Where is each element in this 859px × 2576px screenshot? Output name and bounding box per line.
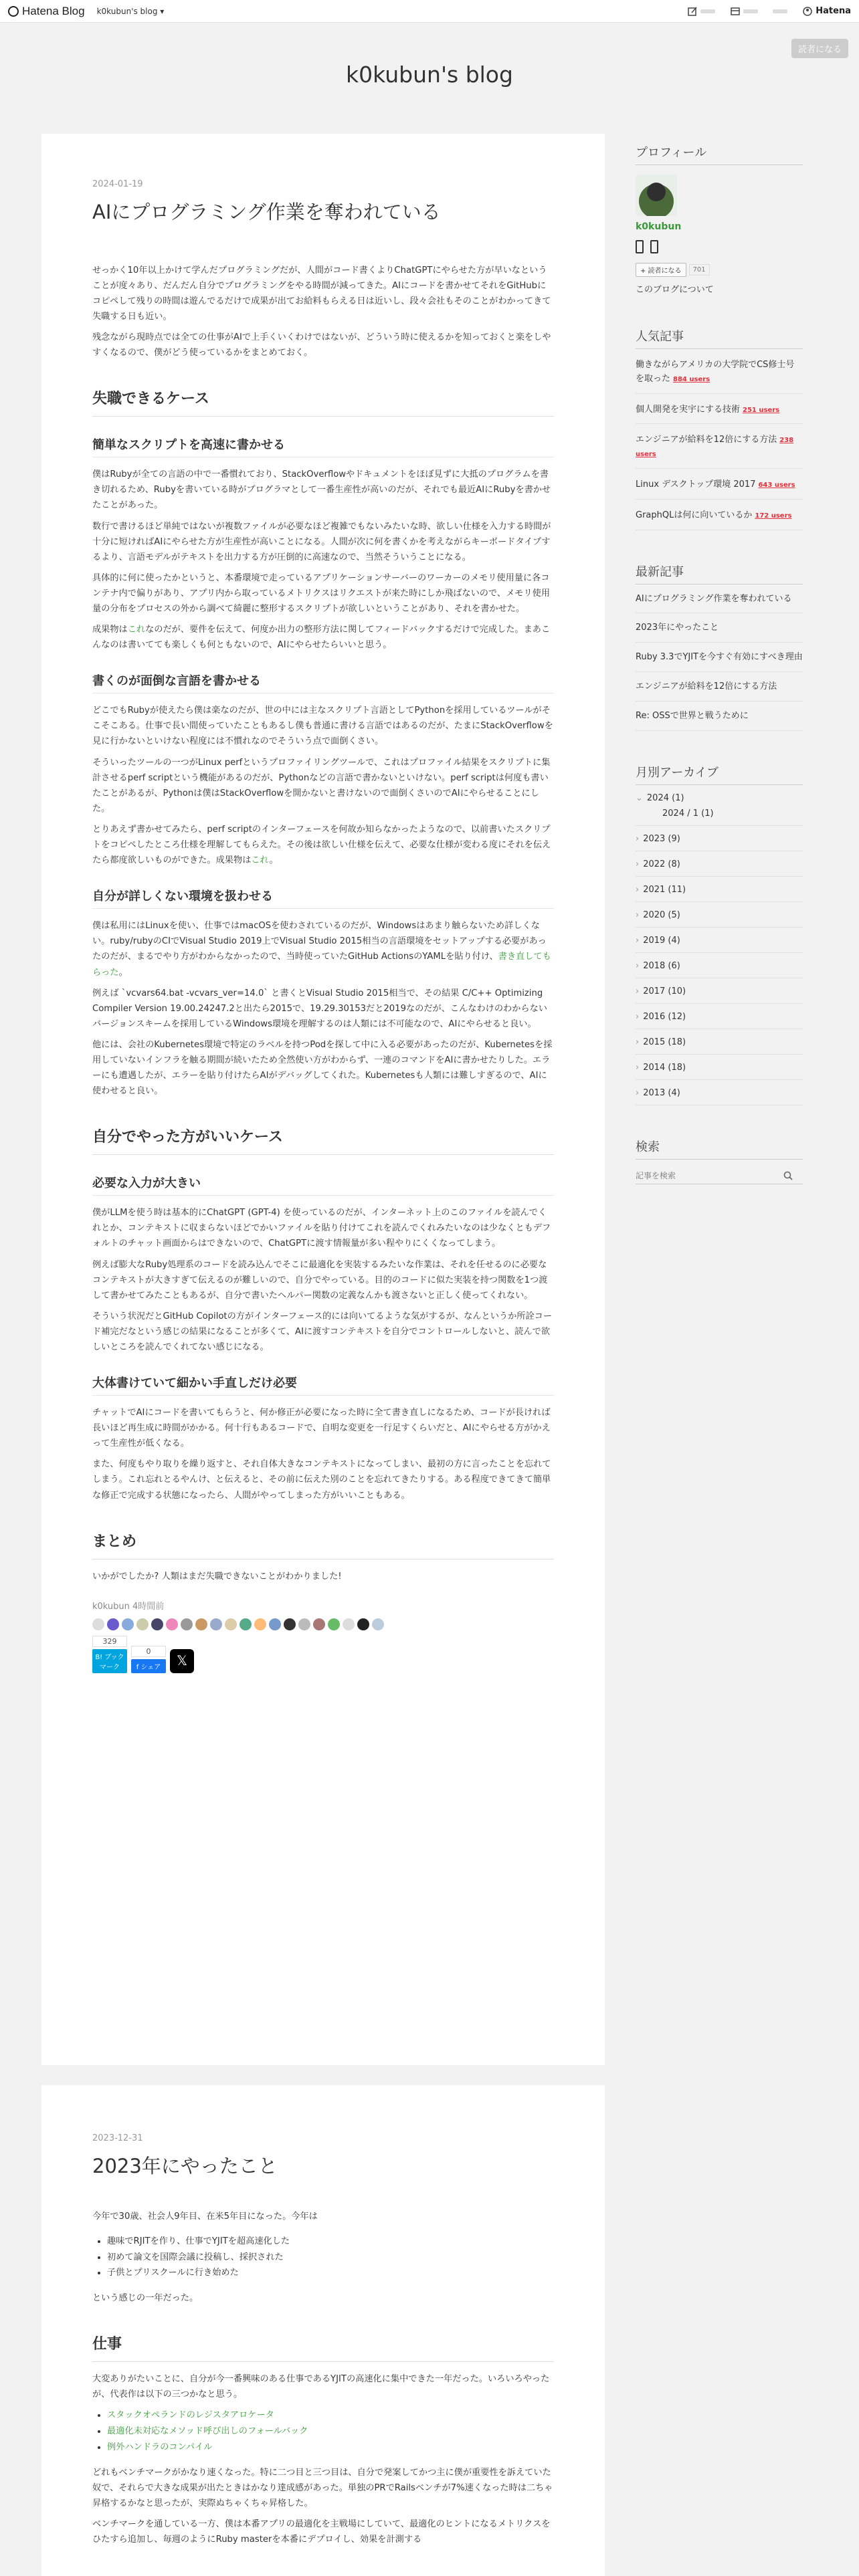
popular-item[interactable] [636, 349, 803, 394]
popular-title: Linux デスクトップ環境 2017 [636, 479, 756, 490]
recent-entry-link[interactable]: エンジニアが給料を12倍にする方法 [636, 672, 803, 702]
archive-year-label: 2022 (8) [643, 859, 680, 869]
star-user-avatar[interactable] [269, 1618, 281, 1630]
hatena-user-icon [802, 6, 813, 17]
star-user-avatar[interactable] [210, 1618, 222, 1630]
deliverable-link[interactable]: これ [127, 625, 146, 635]
archive-year[interactable] [636, 877, 803, 902]
hatena-brand-text: Hatena [816, 6, 851, 16]
post-paragraph: そういう状況だとGitHub Copilotの方がインターフェース的には向いてるような気がするが、なんというか所詮コード補完だなという感じの結果になることが多くて、AIに渡すコンテキストを自分でコントロールしないと、読んで欲しいところを読んでくれてない感じになる。 [92, 1311, 553, 1352]
subscribe-button[interactable]: 読者になる [791, 39, 848, 58]
sidebar-heading-search: 検索 [636, 1138, 803, 1160]
popular-item[interactable] [636, 469, 803, 500]
post-paragraph: 今年で30歳、社会人9年目、在米5年目になった。今年は [92, 2211, 318, 2222]
profile-links [636, 240, 803, 253]
list-item: • 子供とプリスクールに行き始めた [107, 2265, 554, 2281]
archive-year[interactable] [636, 1029, 803, 1055]
recent-entry-link[interactable]: Ruby 3.3でYJITを今すぐ有効にすべき理由 [636, 643, 803, 672]
post-title[interactable]: 2023年にやったこと [92, 2155, 278, 2177]
archive-year-label: 2020 (5) [643, 909, 680, 920]
chevron-right-icon: › [636, 1037, 640, 1047]
post-paragraph: 僕がLLMを使う時は基本的にChatGPT (GPT-4) を使っているのだが、インターネット上のこのファイルを読んでくれとか、コンテキストに収まらないほどでかいファイルを貼り付けてこれを読んでくれみたいなのは少なくともデフォルトのチャット画面からはできないので、ChatGPTに渡す情報量が多い程やりにくくなってしまう。 [92, 1208, 551, 1249]
popular-title: エンジニアが給料を12倍にする方法 [636, 435, 777, 445]
hatena-star-list [92, 1618, 554, 1630]
sidebar [636, 134, 803, 1184]
post-paragraph: 他には、会社のKubernetes環境で特定のラベルを持つPodを探して中に入る必要があったのだが、Kubernetesを採用していないインフラを触る期間が続いたため全然使い方がわからず、一連のコマンドをAIに書かせたりした。エラーにも遭遇したが、エラーを貼り付けたらAIがデバッグしてくれた。Kubernetesも人類には難しすぎるので、AIに使わせると良い。 [92, 1039, 553, 1097]
archive-year-label: 2019 (4) [643, 935, 680, 946]
chevron-right-icon: › [636, 833, 640, 844]
post-paragraph: という感じの一年だった。 [92, 2293, 199, 2304]
archive-year-label: 2018 (6) [643, 960, 680, 971]
post-paragraph: また、何度もやり取りを繰り返すと、それ自体大きなコンテキストになってしまい、最初の方に言ったことを忘れてしまう。これ忘れとるやんけ、と伝えると、その前に伝えた別のことを忘れてきたりする。ある程度できてきて簡単な修正で完成する状態になったら、人間がやってしまった方がいいこともある。 [92, 1459, 551, 1501]
popular-item[interactable] [636, 394, 803, 425]
post-paragraph: どれもベンチマークがかなり速くなった。特に二つ目と三つ目は、自分で発案してかつ主に僕が重要性を訴えていた奴で、それらで大きな成果が出たときはかなり達成感があった。単独のPRでRailsベンチが7%速くなった時は二ちゃ昇格するかなと思ったが、実際ぬちゃくちゃ昇格した。 [92, 2467, 553, 2508]
star-user-avatar[interactable] [343, 1618, 355, 1630]
post-paragraph: ベンチマークを通している一方、僕は本番アプリの最適化を主戦場にしていて、最適化のヒントになるメトリクスをひたすら追加し、毎週のようにRuby masterを本番にデプロイし、効果を計測する [92, 2518, 551, 2545]
summary-list [107, 2234, 554, 2281]
star-user-avatar[interactable] [298, 1618, 310, 1630]
github-icon[interactable] [636, 240, 644, 253]
post-paragraph: 残念ながら現時点では全ての仕事がAIで上手くいくわけではないが、どういう時に使えるかを知っておくと楽をしやすくなるので、僕がどう使っているかをまとめておく。 [92, 332, 551, 358]
chevron-right-icon: › [636, 1062, 640, 1073]
pencil-icon [687, 6, 698, 17]
popular-title: GraphQLは何に向いているか [636, 510, 753, 520]
subsection-heading: 簡単なスクリプトを高速に書かせる [92, 435, 554, 457]
rewrite-link[interactable]: 書き直してもらった [92, 952, 551, 978]
star-user-avatar[interactable] [166, 1618, 178, 1630]
archive-year-label: 2021 (11) [643, 884, 686, 895]
share-buttons [92, 1636, 554, 1673]
post-paragraph: 具体的に何に使ったかというと、本番環境で走っているアプリケーションサーバーのワーカーのメモリ使用量に各コンテナ内で偏りがあり、アプリ内から取っているメトリクスはリクエストが来た時にしか飛ばないので、メモリ使用量の分布をプロセスの外から調べて綺麗に整形するスクリプトが欲しいということがあり、それを書かせた。 [92, 572, 551, 614]
archive-year-label: 2016 (12) [643, 1011, 686, 1022]
text-span: 。 [118, 967, 128, 978]
chevron-right-icon: › [636, 859, 640, 869]
popular-title: 個人開発を実宇にする技術 [636, 404, 741, 415]
archive-year[interactable] [636, 902, 803, 928]
star-user-avatar[interactable] [372, 1618, 384, 1630]
star-user-avatar[interactable] [328, 1618, 340, 1630]
post-paragraph [92, 918, 554, 980]
deliverable-link[interactable]: これ [251, 855, 270, 866]
list-item: • 初めて論文を国際会議に投稿し、採択された [107, 2250, 554, 2266]
work-link[interactable]: 最適化未対応なメソッド呼び出しのフォールバック [107, 2426, 308, 2437]
star-user-avatar[interactable] [136, 1618, 149, 1630]
article-card [41, 134, 605, 2065]
star-user-avatar[interactable] [313, 1618, 325, 1630]
star-user-avatar[interactable] [284, 1618, 296, 1630]
star-user-avatar[interactable] [107, 1618, 119, 1630]
bookmark-users[interactable]: 238 users [636, 437, 794, 459]
post-paragraph: 僕はRubyが全ての言語の中で一番慣れており、StackOverflowやドキュメントをほぼ見ずに大抵のプログラムを書き切れるため、Rubyを書いている時がプログラマとして一番生産性が高いのだが、それでも最近AIにRubyを書かせたことがあった。 [92, 469, 551, 511]
search-input[interactable] [636, 1171, 783, 1180]
post-paragraph: いかがでしたか? 人類はまだ失職できないことがわかりました! [92, 1571, 342, 1582]
sidebar-heading-recent: 最新記事 [636, 562, 803, 584]
hatebu-count: 329 [92, 1636, 127, 1647]
sidebar-heading-popular: 人気記事 [636, 327, 803, 349]
blog-title[interactable]: k0kubun's blog [346, 62, 513, 88]
subsection-heading: 自分が詳しくない環境を扱わせる [92, 887, 554, 909]
recent-entry-link[interactable]: AIにプログラミング作業を奪われている [636, 584, 803, 614]
post-date[interactable]: 2024-01-19 [92, 179, 143, 189]
hatena-account-menu[interactable] [802, 6, 851, 17]
text-span: とりあえず書かせてみたら、perf scriptのインターフェースを何故か知らなかったようなので、以前書いたスクリプトをコピペしたところ仕様を理解してもらえた。その後は欲しい仕様を伝えて、必要な仕様が変わる度にそれを伝えたら都度欲しいものができた。成果物は [92, 824, 551, 866]
archive-year-label: 2014 (18) [643, 1062, 686, 1073]
facebook-button[interactable]: f シェア [131, 1659, 166, 1673]
archive-year-label: 2023 (9) [643, 833, 680, 844]
post-paragraph: そういったツールの一つがLinux perfというプロファイリングツールで、これはプロファイル結果をスクリプトに集計させるperf scriptという機能があるのだが、Pythonなどの言語で書かないといけない。perf scriptは何度も書いたことがあるが、Pythonは僕はStackOverflowを開かないと書けないので面倒くさいのでAIにやらせることにした。 [92, 757, 551, 814]
archive-year-label: 2015 (18) [643, 1037, 686, 1047]
chevron-right-icon: › [636, 1087, 640, 1098]
bookmark-users[interactable]: 251 users [743, 406, 780, 414]
star-user-avatar[interactable] [254, 1618, 266, 1630]
twitter-icon[interactable] [650, 240, 658, 253]
archive-year[interactable] [636, 1004, 803, 1029]
hatena-blog-logo[interactable] [8, 5, 85, 18]
subsection-heading: 必要な入力が大きい [92, 1174, 554, 1196]
section-heading: まとめ [92, 1530, 554, 1560]
star-user-avatar[interactable] [357, 1618, 369, 1630]
text-span: 成果物は [92, 625, 128, 635]
star-user-avatar[interactable] [151, 1618, 163, 1630]
list-item [107, 2424, 554, 2440]
search-form [636, 1168, 803, 1184]
hatebu-button[interactable]: B! ブックマーク [92, 1649, 127, 1673]
post-paragraph: せっかく10年以上かけて学んだプログラミングだが、人間がコード書くよりChatGPTにやらせた方が早いなということが度々あり、だんだん自分でプログラミングをやる時間が減ってきた。AIにコードを書かせてそれをGitHubにコピペして残りの時間は遊んでるだけで成果が出てお給料もらえる日は近いし、段々会社もそのことがわかってきて失職する日も近い。 [92, 265, 551, 322]
archive-year[interactable] [636, 978, 803, 1004]
profile-avatar[interactable] [636, 175, 677, 216]
archive-year[interactable] [636, 953, 803, 978]
chevron-right-icon: › [636, 909, 640, 920]
avatar-image [636, 175, 677, 216]
author-timestamp[interactable]: k0kubun 4時間前 [92, 1601, 165, 1612]
star-user-avatar[interactable] [181, 1618, 193, 1630]
post-paragraph [92, 822, 554, 868]
section-heading: 自分でやった方がいいケース [92, 1125, 554, 1155]
text-span: なのだが、要件を伝えて、何度か出力の整形方法に関してフィードバックするだけで完成した。まあこんなのは書いてても楽しくも何ともないので、AIにやらせたらいいと思う。 [92, 625, 551, 651]
post-paragraph [92, 622, 554, 653]
about-link[interactable]: このブログについて [636, 285, 714, 295]
section-heading: 仕事 [92, 2333, 554, 2362]
notifications-button[interactable] [773, 9, 787, 13]
star-user-avatar[interactable] [225, 1618, 237, 1630]
post-date[interactable]: 2023-12-31 [92, 2133, 143, 2143]
chevron-right-icon: › [636, 986, 640, 996]
write-post-button[interactable] [687, 6, 715, 17]
facebook-count: 0 [131, 1646, 166, 1657]
subsection-heading: 大体書けていて細かい手直しだけ必要 [92, 1374, 554, 1396]
bookmark-users[interactable]: 884 users [673, 375, 710, 383]
follow-widget [636, 263, 803, 277]
global-header [0, 0, 859, 23]
facebook-share[interactable] [131, 1646, 166, 1673]
write-post-label [700, 9, 715, 13]
post-paragraph: 数行で書けるほど単純ではないが複数ファイルが必要なほど複雑でもないみたいな時、欲しい仕様を入力する時間が十分に短ければAIにやらせた方が生産性が高いことになる。人間が次に何を書くかを考えながらキーボードタイプするより、言語モデルがテキストを出力する方が圧倒的に高速なので、当然そういうことになる。 [92, 521, 551, 562]
dashboard-icon [730, 6, 741, 17]
dashboard-label [743, 9, 758, 13]
sidebar-heading-archive: 月別アーカイブ [636, 763, 803, 785]
chevron-right-icon: › [636, 1011, 640, 1022]
post-title[interactable]: AIにプログラミング作業を奪われている [92, 201, 441, 223]
popular-item[interactable] [636, 500, 803, 530]
blog-selector[interactable]: k0kubun's blog ▾ [96, 6, 165, 16]
blog-title-area [0, 23, 859, 134]
list-item [107, 2440, 554, 2456]
hatena-blog-logo-text: Hatena Blog [22, 4, 85, 17]
archive-month-link[interactable]: 2024 / 1 (1) [662, 808, 714, 819]
post-paragraph: 例えば `vcvars64.bat -vcvars_ver=14.0` と書くとVisual Studio 2015相当で、その結果 C/C++ Optimizing Compiler Version 19.00.24247.2と出たら2015で、19.29.30153だと2019なのだが、こんなわけのわからないバージョンスキームを採用しているWindows環境を理解するのは人類には不可能なので、AIにやらせると良い。 [92, 988, 547, 1029]
bookmark-users[interactable]: 172 users [755, 512, 792, 520]
star-user-avatar[interactable] [240, 1618, 252, 1630]
archive-year[interactable] [636, 928, 803, 953]
archive-year-expanded[interactable] [636, 785, 803, 826]
post-paragraph: どこでもRubyが使えたら僕は楽なのだが、世の中には主なスクリプト言語としてPythonを採用しているツールがそこそこある。仕事で長い間使っていたこともあるし僕も普通に書ける言語ではあるのだが、たまにStackOverflowを見に行かないといけない程度には不慣れなのでそういう点で面倒くさい。 [92, 706, 553, 747]
star-user-avatar[interactable] [122, 1618, 134, 1630]
popular-title: 働きながらアメリカの大学院でCS修士号を取った [636, 360, 795, 384]
archive-year[interactable] [636, 851, 803, 877]
chevron-right-icon: › [636, 960, 640, 971]
follow-button[interactable]: + 読者になる [636, 263, 686, 277]
profile-name[interactable]: k0kubun [636, 221, 682, 232]
archive-year-label: 2024 (1) [646, 792, 684, 803]
post-paragraph: 大変ありがたいことに、自分が今一番興味のある仕事であるYJITの高速化に集中できた一年だった。いろいろやったが、代表作は以下の三つかなと思う。 [92, 2374, 550, 2400]
post-paragraph: チャットでAIにコードを書いてもらうと、何か修正が必要になった時に全て書き直しになるため、コードが長ければ長いほど再生成に時間がかかる。何十行もあるコードで、自明な変更を一行足すくらいだと、AIにやらせる方がかえって生産性が低くなる。 [92, 1408, 551, 1449]
recent-entry-link[interactable]: 2023年にやったこと [636, 613, 803, 643]
archive-year[interactable] [636, 1080, 803, 1105]
archive-year-label: 2017 (10) [643, 986, 686, 996]
section-heading: 失職できるケース [92, 387, 554, 417]
add-star-icon[interactable] [92, 1618, 104, 1630]
work-link[interactable]: スタックオペランドのレジスタアロケータ [107, 2410, 274, 2421]
archive-year[interactable] [636, 1055, 803, 1080]
chevron-down-icon: ⌄ [636, 792, 643, 803]
hatebu-share[interactable] [92, 1636, 127, 1673]
x-share-button[interactable]: 𝕏 [170, 1649, 194, 1673]
work-link-list [107, 2407, 554, 2455]
dashboard-button[interactable] [730, 6, 758, 17]
bookmark-users[interactable]: 643 users [758, 481, 795, 489]
recent-entry-link[interactable]: Re: OSSで世界と戦うために [636, 702, 803, 731]
text-span: 。 [269, 855, 278, 866]
post-paragraph: 例えば膨大なRuby処理系のコードを読み込んでそこに最適化を実装するみたいな作業は、それを任せるのに必要なコンテキストが大きすぎて伝えるのが難しいので、自分でやっている。目的のコードに似た実装を持つ関数を1つ渡して書かせてみたこともあるが、自分で書いたヘルパー関数の定義なんかも渡さないと正しく使ってくれない。 [92, 1259, 548, 1301]
list-item: • 趣味でRJITを作り、仕事でYJITを超高速化した [107, 2234, 554, 2250]
work-link[interactable]: 例外ハンドラのコンパイル [107, 2442, 213, 2452]
chevron-right-icon: › [636, 935, 640, 946]
subsection-heading: 書くのが面倒な言語を書かせる [92, 671, 554, 693]
text-span: 僕は私用にはLinuxを使い、仕事ではmacOSを使わされているのだが、Windowsはあまり触らないため詳しくない。ruby/rubyのCIでVisual Studio 2019上でVisual Studio 2015相当の言語環境をセットアップする必要があったのだが、まるでやり方がわからなかったので、当時使っていたGitHub ActionsのYAMLを貼り付け、 [92, 921, 547, 962]
list-item [107, 2407, 554, 2424]
follower-count: 701 [689, 264, 710, 276]
search-icon[interactable] [783, 1170, 793, 1181]
chevron-right-icon: › [636, 884, 640, 895]
notifications-label [773, 9, 787, 13]
popular-item[interactable] [636, 424, 803, 469]
archive-year[interactable] [636, 826, 803, 851]
star-user-avatar[interactable] [195, 1618, 207, 1630]
archive-year-label: 2013 (4) [643, 1087, 680, 1098]
article-card [41, 2085, 605, 2576]
hatena-logo-icon [8, 6, 19, 17]
sidebar-heading-profile: プロフィール [636, 143, 803, 165]
